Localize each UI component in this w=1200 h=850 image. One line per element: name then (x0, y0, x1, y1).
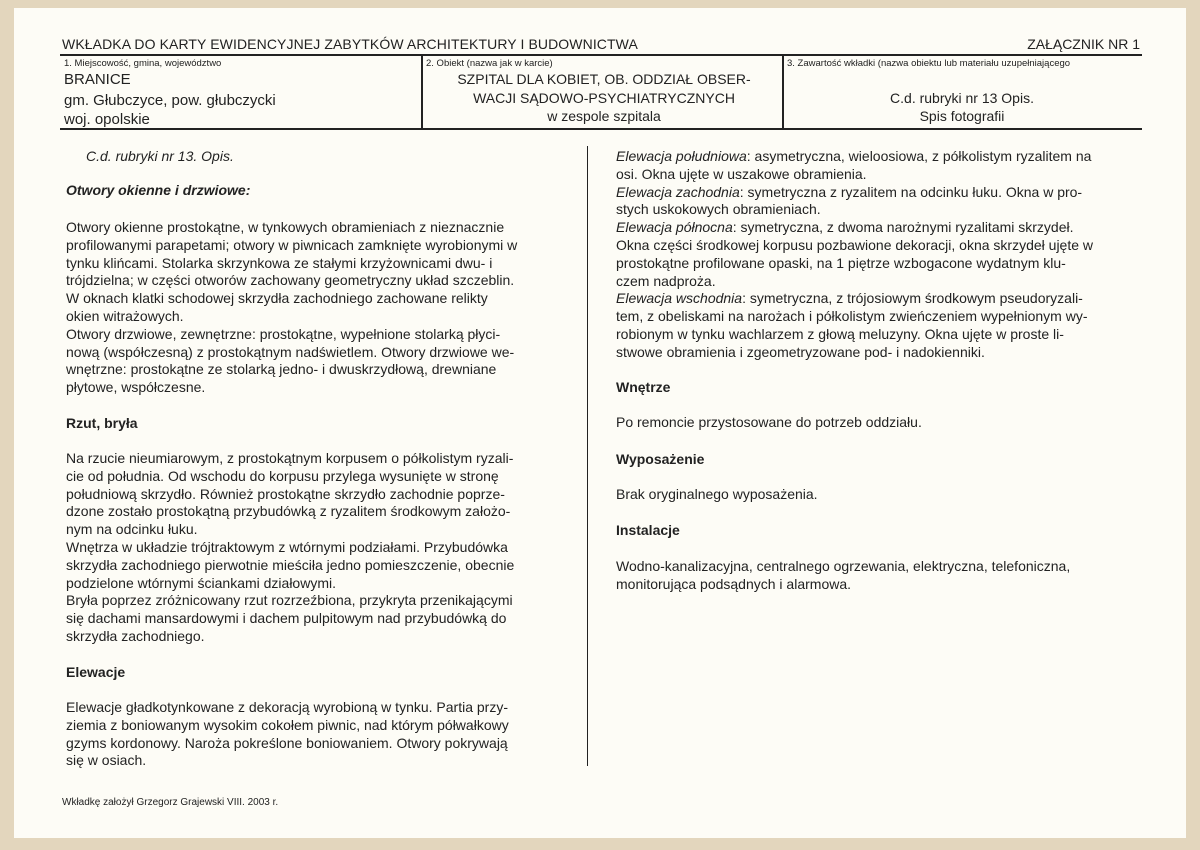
elevation-east-name: Elewacja wschodnia (616, 290, 743, 307)
text-line: tynku klińcami. Stolarka skrzynkowa ze stałymi krzyżownicami dwu- i (66, 254, 493, 271)
text-line: czem nadproża. (616, 272, 716, 289)
field-3-line-2: Spis fotografii (919, 108, 1005, 124)
text-line: W oknach klatki schodowej skrzydła zachodniego zachowane relikty (66, 290, 488, 307)
text-line: się dachami mansardowymi i dachem pulpitowym nad przybudówką do (66, 610, 507, 627)
text-line: osi. Okna ujęte w uszakowe obramienia. (616, 165, 867, 182)
field-1-line-2: gm. Głubczyce, pow. głubczycki (64, 92, 276, 109)
field-1-line-3: woj. opolskie (64, 111, 150, 128)
field-2-label: 2. Obiekt (nazwa jak w karcie) (426, 58, 553, 69)
text-line: trójdzielna; w części otworów zachowany geometryczny układ szczeblin. (66, 272, 515, 289)
text-line: monitorująca podsądnych i alarmowa. (616, 575, 852, 592)
text-segment: : asymetryczna, wieloosiowa, z półkolistym ryzalitem na (746, 148, 1092, 164)
openings-text (66, 219, 566, 397)
text-line: gzyms kordonowy. Naroża pokreślone boniowaniem. Otwory pokrywają (66, 734, 508, 751)
elevation-west-name: Elewacja zachodnia (616, 183, 740, 200)
text-line: Wodno-kanalizacyjna, centralnego ogrzewania, elektryczna, telefoniczna, (616, 558, 1071, 574)
elevation-south-line (616, 148, 1140, 166)
text-line: Okna części środkowej korpusu pozbawione dekoracji, okna skrzydeł ujęte w (616, 236, 1094, 253)
text-line: ziemia z boniowanym wysokim cokołem piwnic, nad którym półwałkowy (66, 716, 509, 733)
text-line: podzielone wtórnymi ściankami działowymi. (66, 574, 336, 591)
text-line: cie od południa. Od wschodu do korpusu przylega wysunięte w stronę (66, 467, 499, 484)
text-line: się w osiach. (66, 752, 147, 769)
interior-text: Po remoncie przystosowane do potrzeb oddziału. (616, 414, 922, 430)
text-line: Wnętrza w układzie trójtraktowym z wtórnymi podziałami. Przybudówka (66, 538, 508, 555)
text-segment: : symetryczna, z dwoma narożnymi ryzalitami skrzydeł. (732, 219, 1074, 236)
elevations-text (66, 699, 566, 770)
openings-heading: Otwory okienne i drzwiowe: (66, 182, 251, 198)
text-line: profilowanymi parapetami; otwory w piwnicach zamknięte wyrobionymi w (66, 236, 518, 253)
text-line: okien witrażowych. (66, 307, 184, 324)
elevations-heading: Elewacje (66, 664, 126, 680)
elevation-north-line (616, 219, 1140, 237)
text-segment: : symetryczna, z trójosiowym środkowym pseudoryzali- (742, 290, 1083, 307)
field-2-line-2: WACJI SĄDOWO-PSYCHIATRYCZNYCH (473, 90, 735, 106)
field-divider-1 (421, 55, 423, 128)
plan-text (66, 450, 566, 646)
text-line: robionym w tynku wachlarzem z głową meluzyny. Okna ujęte w proste li- (616, 325, 1064, 342)
installations-heading: Instalacje (616, 522, 680, 538)
text-line: prostokątne profilowane opaski, na 1 piętrze wzbogacone wydatnym klu- (616, 254, 1066, 271)
elevation-descriptions (616, 148, 1140, 362)
field-2-line-3: w zespole szpitala (547, 108, 661, 124)
elevation-south-name: Elewacja południowa (616, 148, 747, 164)
equipment-heading: Wyposażenie (616, 451, 705, 467)
text-segment: : symetryczna z ryzalitem na odcinku łuku. Okna w pro- (739, 183, 1083, 200)
elevation-north-name: Elewacja północna (616, 219, 733, 236)
text-line: Otwory okienne prostokątne, w tynkowych obramieniach z nieznacznie (66, 219, 505, 235)
column-divider (587, 146, 588, 766)
text-line: Elewacje gładkotynkowane z dekoracją wyrobioną w tynku. Partia przy- (66, 699, 508, 715)
document-title: WKŁADKA DO KARTY EWIDENCYJNEJ ZABYTKÓW ARCHITEKTURY I BUDOWNICTWA (62, 36, 638, 52)
text-line: płytowe, współczesne. (66, 379, 206, 396)
text-line: tem, z obeliskami na narożach i półkolistym zwieńczeniem wypełnionym wy- (616, 308, 1088, 325)
field-3-line-1: C.d. rubryki nr 13 Opis. (890, 90, 1034, 106)
field-2-line-1: SZPITAL DLA KOBIET, OB. ODDZIAŁ OBSER- (457, 71, 751, 87)
text-line: Bryła poprzez zróżnicowany rzut rozrzeźbiona, przykryta przenikającymi (66, 592, 513, 609)
continuation-note: C.d. rubryki nr 13. Opis. (86, 148, 234, 164)
plan-heading: Rzut, bryła (66, 415, 138, 431)
text-line: wnętrzne: prostokątne ze stolarką jedno- i dwuskrzydłową, drewniane (66, 361, 497, 378)
header-top-rule (60, 54, 1142, 56)
author-note: Wkładkę założył Grzegorz Grajewski VIII. 2003 r. (62, 797, 279, 808)
text-line: nym na odcinku łuku. (66, 521, 198, 538)
text-line: południową skrzydło. Również prostokątne skrzydło zachodnie poprze- (66, 485, 505, 502)
equipment-text: Brak oryginalnego wyposażenia. (616, 486, 818, 502)
interior-heading: Wnętrze (616, 379, 671, 395)
text-line: skrzydła zachodniego. (66, 627, 205, 644)
text-line: Na rzucie nieumiarowym, z prostokątnym korpusem o półkolistym ryzali- (66, 450, 514, 466)
field-1-line-1: BRANICE (64, 71, 131, 88)
installations-text (616, 558, 1140, 594)
text-line: skrzydła zachodniego pierwotnie mieściła jedno pomieszczenie, obecnie (66, 556, 515, 573)
header-bottom-rule (60, 128, 1142, 130)
annex-label: ZAŁĄCZNIK NR 1 (1027, 36, 1140, 52)
elevation-west-line (616, 184, 1140, 202)
field-3-label: 3. Zawartość wkładki (nazwa obiektu lub materiału uzupełniającego (787, 58, 1071, 69)
text-line: stych uskokowych obramieniach. (616, 201, 821, 218)
text-line: dzone zostało prostokątną przybudówką z ryzalitem środkowym założo- (66, 503, 511, 520)
text-line: nową (współczesną) z prostokątnym nadświetlem. Otwory drzwiowe we- (66, 343, 515, 360)
field-1-label: 1. Miejscowość, gmina, województwo (64, 58, 222, 69)
text-line: stwowe obramienia i zgeometryzowane pod- i nadokienniki. (616, 343, 985, 360)
text-line: Otwory drzwiowe, zewnętrzne: prostokątne, wypełnione stolarką płyci- (66, 325, 501, 342)
elevation-east-line (616, 290, 1140, 308)
